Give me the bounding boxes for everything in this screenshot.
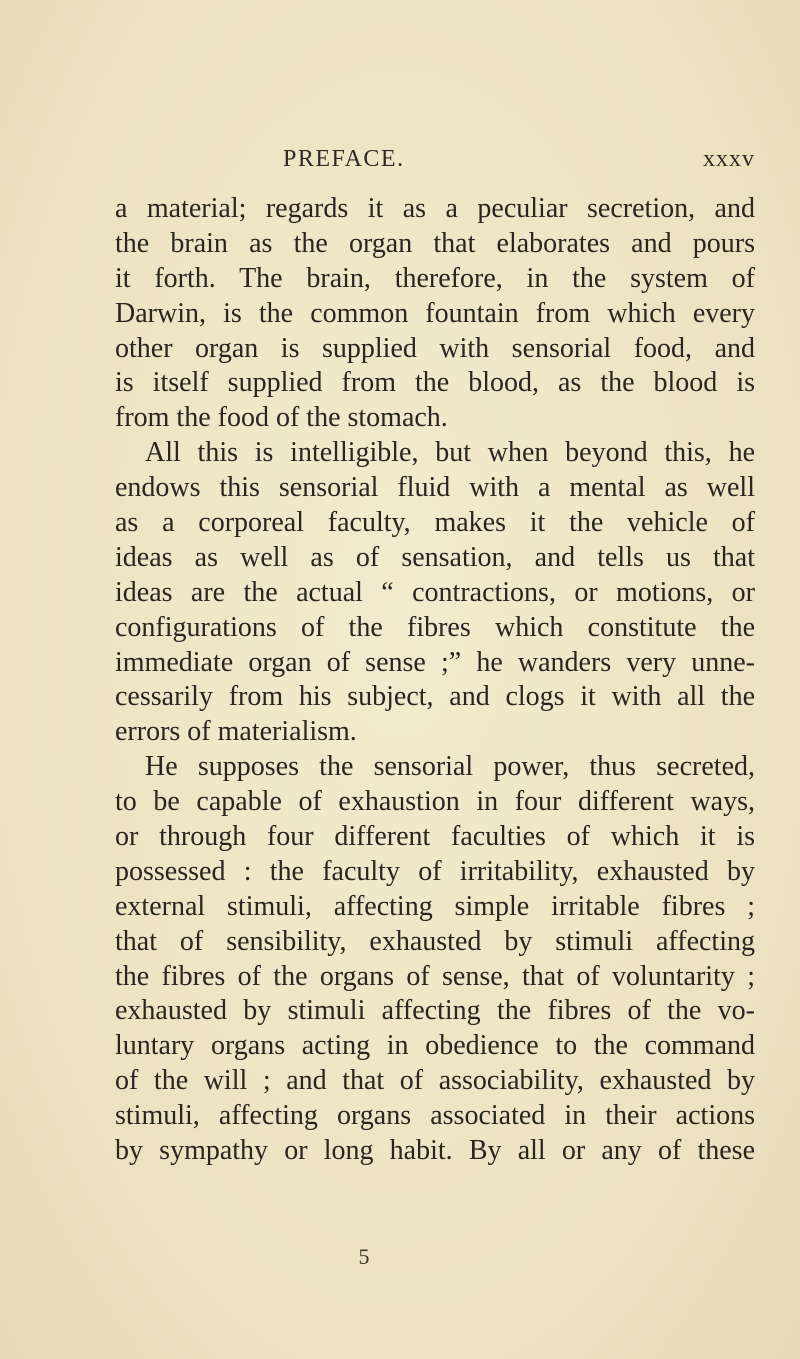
text-line: luntary organs acting in obedience to the command — [115, 1030, 755, 1062]
text-line: or through four different faculties of which it is — [115, 821, 755, 853]
text-line: cessarily from his subject, and clogs it with all the — [115, 681, 755, 713]
signature-mark — [0, 1244, 800, 1270]
text-line: the fibres of the organs of sense, that of voluntarity ; — [115, 960, 755, 992]
text-line: it forth. The brain, therefore, in the system of — [115, 262, 755, 294]
running-head: PREFACE. — [283, 146, 405, 172]
text-line: to be capable of exhaustion in four different ways, — [115, 786, 755, 818]
text-line: exhausted by stimuli affecting the fibres of the vo- — [115, 995, 755, 1027]
text-line: is itself supplied from the blood, as the blood is — [115, 367, 755, 399]
page-header — [115, 146, 755, 186]
signature-mark-text: 5 — [358, 1244, 370, 1269]
text-line: He supposes the sensorial power, thus secreted, — [145, 751, 755, 783]
text-line: other organ is supplied with sensorial food, and — [115, 332, 755, 364]
text-line: from the food of the stomach. — [115, 402, 448, 434]
body-text — [115, 192, 755, 1169]
text-line: stimuli, affecting organs associated in their actions — [115, 1100, 755, 1132]
text-line: the brain as the organ that elaborates and pours — [115, 227, 755, 259]
text-line: immediate organ of sense ;” he wanders very unne- — [115, 646, 755, 678]
text-line: All this is intelligible, but when beyond this, he — [145, 437, 755, 469]
text-line: as a corporeal faculty, makes it the vehicle of — [115, 507, 755, 539]
text-line: Darwin, is the common fountain from which every — [115, 297, 755, 329]
text-line: possessed : the faculty of irritability, exhausted by — [115, 855, 755, 887]
text-line: by sympathy or long habit. By all or any of these — [115, 1135, 755, 1167]
text-line: ideas as well as of sensation, and tells us that — [115, 541, 755, 573]
text-line: that of sensibility, exhausted by stimuli affecting — [115, 925, 755, 957]
text-line: configurations of the fibres which constitute the — [115, 611, 755, 643]
text-line: ideas are the actual “ contractions, or motions, or — [115, 576, 755, 608]
page-number: xxxv — [703, 146, 755, 172]
text-line: external stimuli, affecting simple irritable fibres ; — [115, 890, 755, 922]
text-line: a material; regards it as a peculiar secretion, and — [115, 193, 755, 224]
text-line: endows this sensorial fluid with a mental as well — [115, 472, 755, 504]
text-line: errors of materialism. — [115, 716, 357, 748]
text-line: of the will ; and that of associability, exhausted by — [115, 1065, 755, 1097]
